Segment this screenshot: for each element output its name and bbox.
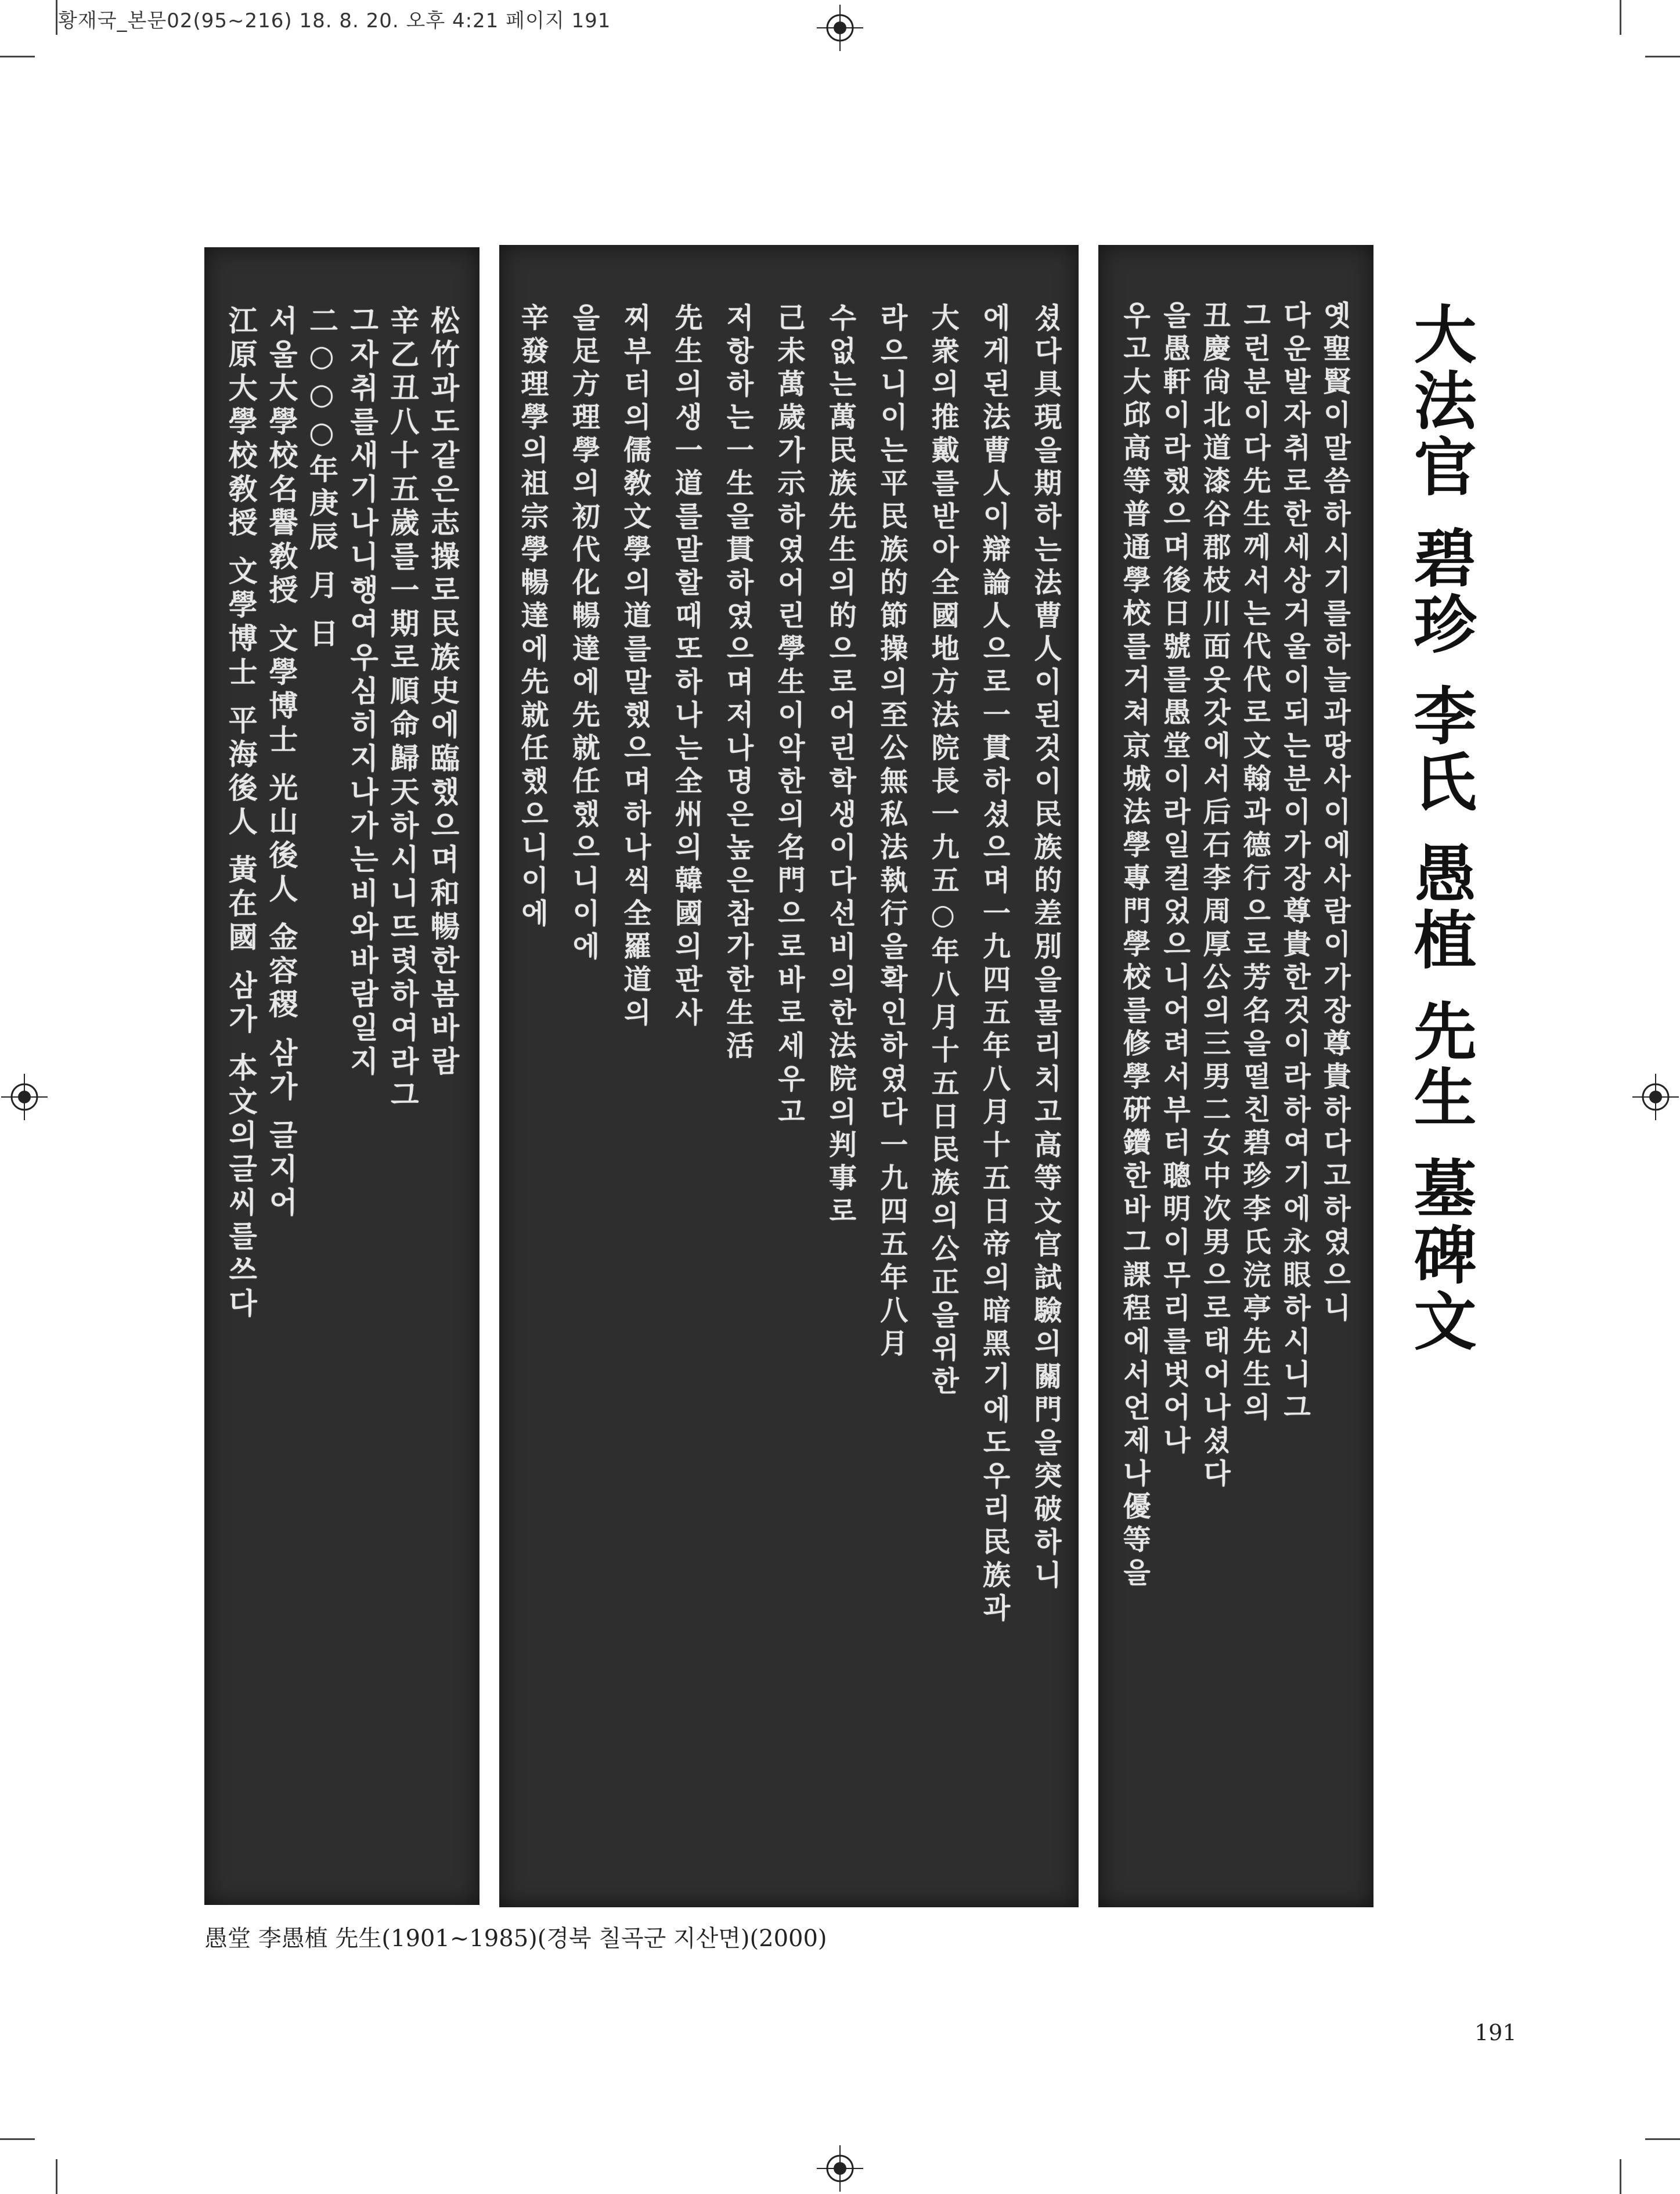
inscription-column: 己未萬歲가示하였어린學生이악한의名門으로바로세우고 — [772, 303, 805, 1130]
inscription-column: 저항하는一生을貫하였으며저나명은높은참가한生活 — [721, 303, 754, 1064]
crop-mark-top-left-h — [0, 56, 35, 57]
inscription-column: 二○○○年庚辰 月 日 — [304, 305, 338, 652]
figure-caption: 愚堂 李愚植 先生(1901~1985)(경북 칠곡군 지산면)(2000) — [204, 1925, 827, 1952]
inscription-column: 辛乙丑八十五歲를一期로順命歸天하시니뜨렷하여라그 — [385, 305, 420, 1113]
rubbing-panel-right — [1098, 245, 1373, 1907]
rubbing-panel-middle — [499, 245, 1079, 1907]
inscription-column: 그자취를새기나니행여우심히지나가는비와바람일지 — [345, 305, 379, 1080]
inscription-column: 松竹과도같은志操로民族史에臨했으며和暢한봄바람 — [426, 305, 460, 1080]
inscription-column: 大衆의推戴를받아全國地方法院長一九五○年八月十五日民族의公正을위한 — [926, 303, 960, 1399]
inscription-column: 江原大學校敎授 文學博士 平海後人 黃在國 삼가 本文의글씨를쓰다 — [223, 305, 258, 1322]
registration-mark-top — [817, 5, 863, 51]
crop-mark-bottom-right-h — [1645, 2138, 1680, 2140]
crop-mark-top-right-h — [1645, 56, 1680, 57]
inscription-column: 셨다具現을期하는法曹人이된것이民族的差別을물리치고高等文官試驗의關門을突破하니 — [1029, 303, 1062, 1593]
inscription-column: 라으니이는平民族的節操의至公無私法執行을확인하였다一九四五年八月 — [875, 303, 908, 1362]
inscription-columns-middle — [499, 245, 1079, 1907]
inscription-column: 찌부터의儒敎文學의道를말했으며하나씩全羅道의 — [618, 303, 651, 1031]
inscription-column: 서울大學校名譽敎授 文學博士 光山後人 金容稷 삼가 글지어 — [264, 305, 298, 1221]
rubbing-panel-left — [204, 247, 480, 1905]
inscription-column: 辛發理學의祖宗學暢達에先就任했으니이에 — [516, 303, 549, 932]
page-title: 大法官 碧珍 李氏 愚植 先生 墓碑文 — [1403, 302, 1476, 1355]
registration-mark-bottom — [817, 2145, 863, 2192]
crop-mark-bottom-right-v — [1620, 2159, 1621, 2194]
inscription-column: 다운발자취로한세상거울이되는분이가장尊貴한것이라하여기에永眼하시니그 — [1278, 301, 1311, 1426]
inscription-column: 丑慶尙北道漆谷郡枝川面웃갓에서后石李周厚公의三男二女中次男으로태어나셨다 — [1198, 301, 1231, 1492]
crop-mark-top-left-v — [56, 0, 57, 35]
inscription-column: 우고大邱高等普通學校를거쳐京城法學專門學校를修學硏鑽한바그課程에서언제나優等을 — [1118, 301, 1151, 1591]
crop-mark-bottom-left-h — [0, 2138, 35, 2140]
inscription-column: 에게된法曹人이辯論人으로一貫하셨으며一九四五年八月十五日帝의暗黑기에도우리民族과 — [978, 303, 1011, 1626]
inscription-columns-right — [1098, 245, 1373, 1907]
registration-mark-left — [1, 1074, 48, 1120]
inscription-column: 수없는萬民族先生의的으로어린학생이다선비의한法院의判事로 — [824, 303, 857, 1229]
print-slug: 황재국_본문02(95~216) 18. 8. 20. 오후 4:21 페이지 191 — [58, 9, 611, 33]
page-number: 191 — [1474, 2020, 1517, 2045]
inscription-column: 그런분이다先生께서는代代로文翰과德行으로芳名을떨친碧珍李氏浣亭先生의 — [1238, 301, 1271, 1426]
crop-mark-bottom-left-v — [56, 2159, 57, 2194]
inscription-column: 先生의생一道를말할때또하나는全州의韓國의판사 — [670, 303, 703, 1031]
inscription-columns-left — [204, 247, 480, 1905]
inscription-column: 옛聖賢이말씀하시기를하늘과땅사이에사람이가장尊貴하다고하였으니 — [1318, 301, 1351, 1326]
inscription-column: 을足方理學의初代化暢達에先就任했으니이에 — [567, 303, 600, 965]
registration-mark-right — [1632, 1074, 1679, 1120]
inscription-column: 을愚軒이라했으며後日號를愚堂이라일컬었으니어려서부터聰明이무리를벗어나 — [1158, 301, 1191, 1459]
crop-mark-top-right-v — [1620, 0, 1621, 35]
